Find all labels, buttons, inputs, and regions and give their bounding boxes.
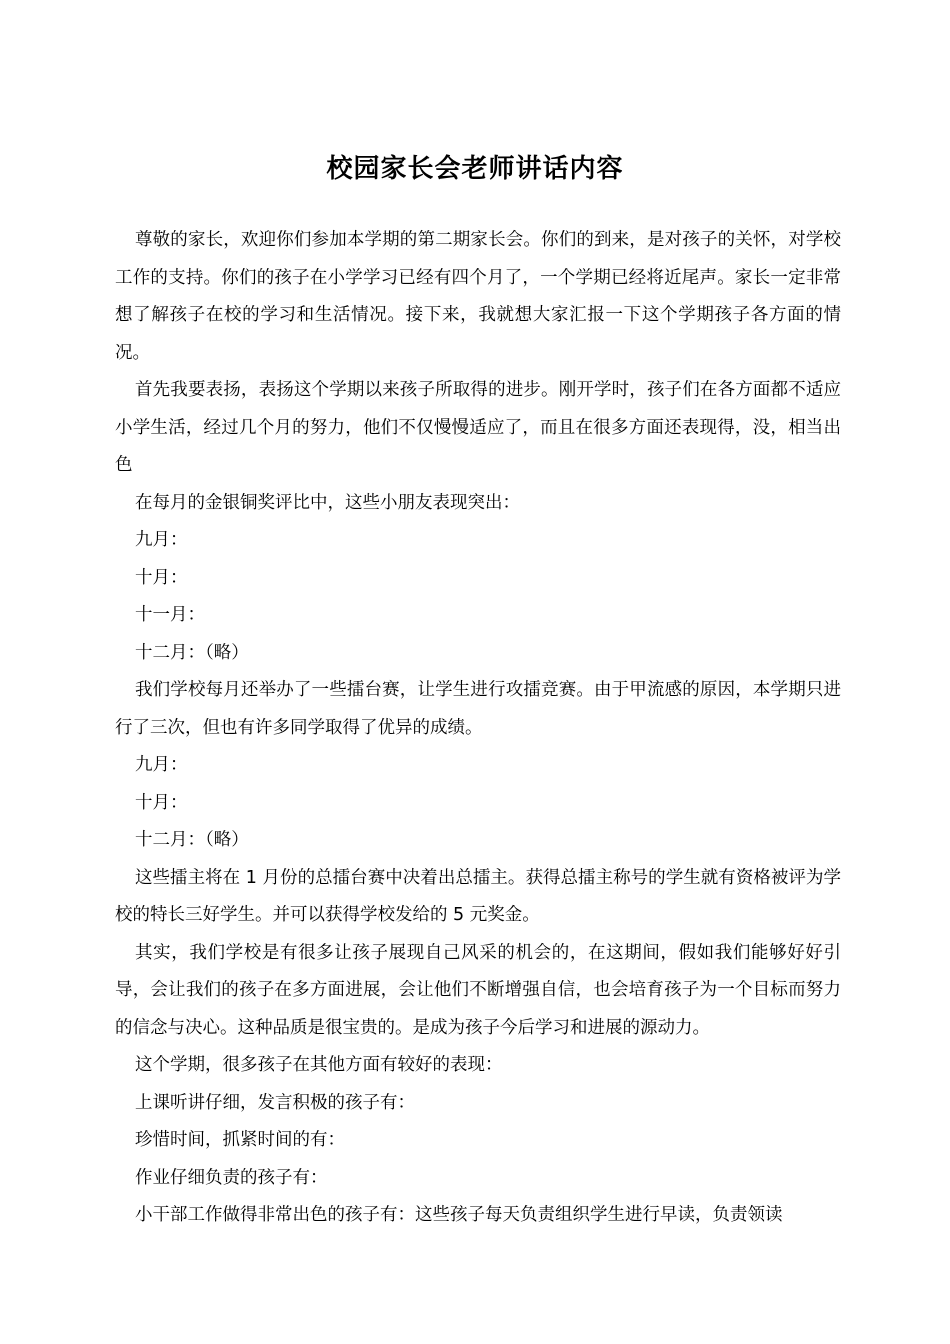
list-item-october: 十月： [135, 567, 188, 588]
list-item-time-management: 珍惜时间，抓紧时间的有： [135, 1130, 345, 1150]
paragraph-arena-contest: 我们学校每月还举办了一些擂台赛，让学生进行攻擂竞赛。由于甲流感的原因，本学期只进行了三次，但也有许多同学取得了优异的成绩。 [115, 680, 841, 738]
paragraph-greeting: 尊敬的家长，欢迎你们参加本学期的第二期家长会。你们的到来，是对孩子的关怀，对学校工作的支持。你们的孩子在小学学习已经有四个月了，一个学期已经将近尾声。家长一定非常想了解孩子在校的学习和生活情况。接下来，我就想大家汇报一下这个学期孩子各方面的情况。 [115, 230, 841, 363]
list-item-december: 十二月：（略） [135, 642, 249, 663]
document-title: 校园家长会老师讲话内容 [326, 154, 624, 185]
paragraph-monthly-awards-intro: 在每月的金银铜奖评比中，这些小朋友表现突出： [135, 492, 520, 513]
list-item-class-leaders: 小干部工作做得非常出色的孩子有：这些孩子每天负责组织学生进行早读，负责领读 [135, 1205, 783, 1225]
list-item-careful-homework: 作业仔细负责的孩子有： [135, 1167, 328, 1188]
list-item-attentive-students: 上课听讲仔细，发言积极的孩子有： [135, 1092, 415, 1113]
list-item-september: 九月： [135, 530, 188, 550]
paragraph-champions: 这些擂主将在 1 月份的总擂台赛中决着出总擂主。获得总擂主称号的学生就有资格被评为学校的特长三好学生。并可以获得学校发给的 5 元奖金。 [115, 867, 841, 925]
document-body [115, 222, 841, 1235]
paragraph-other-performance-intro: 这个学期，很多孩子在其他方面有较好的表现： [135, 1055, 503, 1075]
list-item-september-arena: 九月： [135, 755, 188, 775]
list-item-october-arena: 十月： [135, 792, 188, 813]
paragraph-praise: 首先我要表扬，表扬这个学期以来孩子所取得的进步。刚开学时，孩子们在各方面都不适应小学生活，经过几个月的努力，他们不仅慢慢适应了，而且在很多方面还表现得，没，相当出色 [115, 380, 841, 475]
list-item-november: 十一月： [135, 605, 205, 625]
list-item-december-arena: 十二月：（略） [135, 830, 249, 850]
paragraph-opportunities: 其实，我们学校是有很多让孩子展现自己风采的机会的，在这期间，假如我们能够好好引导，会让我们的孩子在多方面进展，会让他们不断增强自信，也会培育孩子为一个目标而努力的信念与决心。这种品质是很宝贵的。是成为孩子今后学习和进展的源动力。 [115, 942, 841, 1038]
